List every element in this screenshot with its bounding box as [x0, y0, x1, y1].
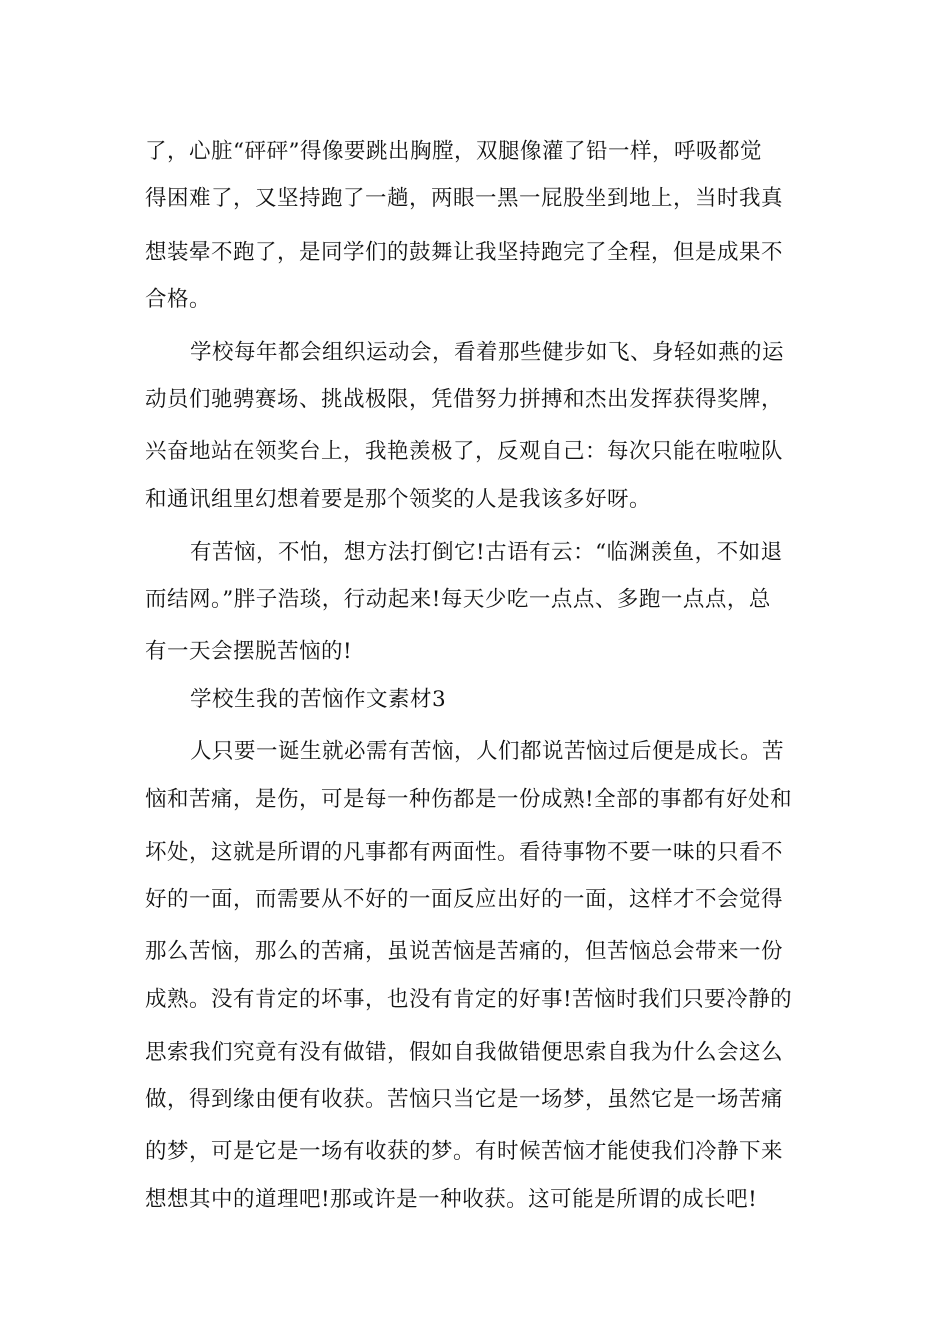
text-line: 人只要一诞生就必需有苦恼，人们都说苦恼过后便是成长。苦	[190, 739, 785, 764]
text-line: 兴奋地站在领奖台上，我艳羡极了，反观自己：每次只能在啦啦队	[145, 439, 784, 464]
text-line: 得困难了，又坚持跑了一趟，两眼一黑一屁股坐到地上，当时我真	[145, 186, 784, 211]
text-line: 而结网。”胖子浩琰，行动起来!每天少吃一点点、多跑一点点，总	[145, 587, 771, 612]
text-line: 有苦恼，不怕，想方法打倒它!古语有云：“临渊羡鱼，不如退	[190, 540, 783, 565]
text-line: 那么苦恼，那么的苦痛，虽说苦恼是苦痛的，但苦恼总会带来一份	[145, 939, 784, 964]
text-line: 思索我们究竟有没有做错，假如自我做错便思索自我为什么会这么	[145, 1040, 784, 1065]
text-line: 了，心脏“砰砰”得像要跳出胸膛，双腿像灌了铅一样，呼吸都觉	[145, 139, 762, 164]
text-line: 坏处，这就是所谓的凡事都有两面性。看待事物不要一味的只看不	[145, 840, 784, 865]
text-line: 合格。	[145, 287, 212, 312]
text-line: 学校每年都会组织运动会，看着那些健步如飞、身轻如燕的运	[190, 340, 785, 365]
text-line: 的梦，可是它是一场有收获的梦。有时候苦恼才能使我们冷静下来	[145, 1139, 784, 1164]
section-heading: 学校生我的苦恼作文素材3	[190, 687, 447, 712]
text-line: 成熟。没有肯定的坏事，也没有肯定的好事!苦恼时我们只要冷静的	[145, 987, 793, 1012]
text-line: 做，得到缘由便有收获。苦恼只当它是一场梦，虽然它是一场苦痛	[145, 1087, 784, 1112]
text-line: 有一天会摆脱苦恼的!	[145, 639, 353, 664]
text-line: 和通讯组里幻想着要是那个领奖的人是我该多好呀。	[145, 487, 652, 512]
text-line: 好的一面，而需要从不好的一面反应出好的一面，这样才不会觉得	[145, 887, 784, 912]
text-line: 想想其中的道理吧!那或许是一种收获。这可能是所谓的成长吧!	[145, 1187, 758, 1212]
text-line: 动员们驰骋赛场、挑战极限，凭借努力拼搏和杰出发挥获得奖牌，	[145, 387, 784, 412]
text-line: 想装晕不跑了，是同学们的鼓舞让我坚持跑完了全程，但是成果不	[145, 240, 784, 265]
text-line: 恼和苦痛，是伤，可是每一种伤都是一份成熟!全部的事都有好处和	[145, 787, 793, 812]
